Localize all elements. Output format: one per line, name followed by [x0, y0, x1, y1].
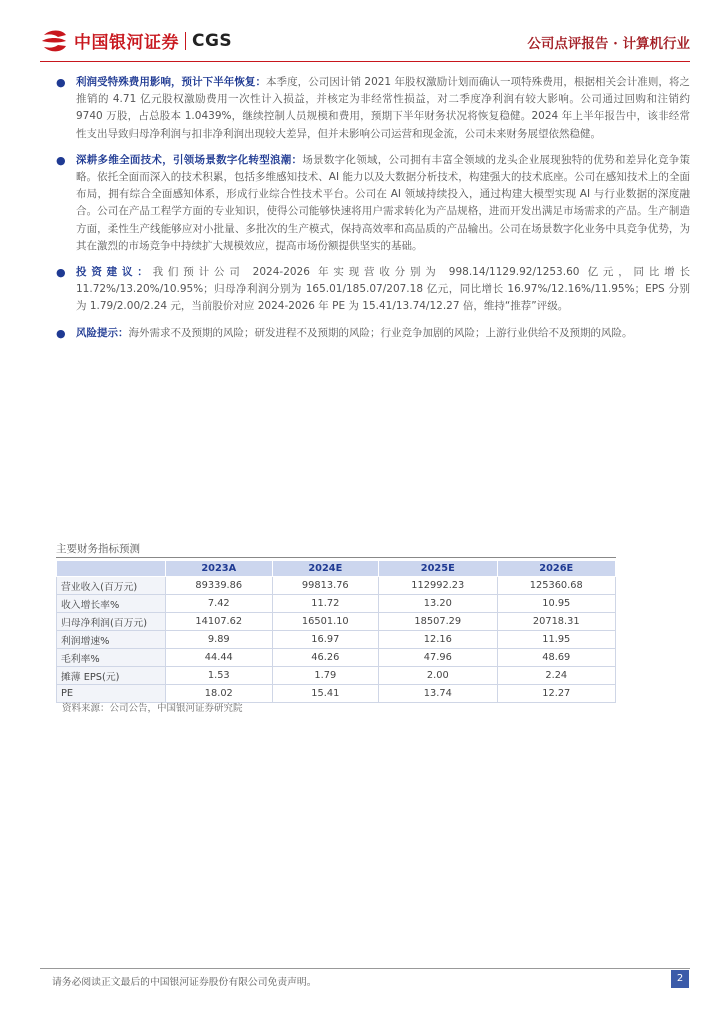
- table-header-cell: 2023A: [166, 561, 273, 577]
- bullet-investment: [56, 264, 690, 316]
- report-header: [40, 28, 690, 56]
- bullet-technology: [56, 152, 690, 255]
- table-cell: 99813.76: [272, 577, 379, 595]
- row-label: 营业收入(百万元): [57, 577, 166, 595]
- page-number: 2: [671, 970, 689, 988]
- logo-text-cn: 中国银河证券: [74, 33, 179, 53]
- financial-forecast-table: [56, 560, 616, 703]
- table-header-cell: 2026E: [497, 561, 615, 577]
- bullet-text: 本季度，公司因计销 2021 年股权激励计划而确认一项特殊费用，根据相关会计准则，将之推销的 4.71 亿元股权激励费用一次性计入损益，并核定为非经常性损益，对二季度净利润有较大影响。公司通过回购和注销约 9740 万股，占总股本 1.0439%，继续控制人员规模和费用，预期下半年财务状况将恢复稳健。2024 年上半年报告中，该非经常性支出导致归母净利润与扣非净利润出现较大差异，但并未影响公司运营和现金流，公司未来财务展望依然稳健。: [76, 76, 690, 140]
- table-header-row: [57, 561, 616, 577]
- bullet-title: 投资建议：: [76, 266, 153, 279]
- table-row: [57, 595, 616, 613]
- footer-divider: [40, 968, 690, 969]
- table-header-cell: 2025E: [379, 561, 497, 577]
- table-cell: 15.41: [272, 685, 379, 703]
- report-type-label: 公司点评报告 · 计算机行业: [527, 36, 690, 52]
- bullet-profit: [56, 74, 690, 143]
- bullet-text: 我们预计公司 2024-2026 年实现营收分别为 998.14/1129.92/1253.60 亿元，同比增长 11.72%/13.20%/10.95%；归母净利润分别为 165.01/185.07/207.18 亿元，同比增长 16.97%/12.16%/11.95%；EPS 分别为 1.79/2.00/2.24 元，当前股价对应 2024-2026 年 PE 为 15.41/13.74/12.27 倍，维持“推荐”评级。: [76, 266, 691, 313]
- table-cell: 46.26: [272, 649, 379, 667]
- table-cell: 47.96: [379, 649, 497, 667]
- bullet-risk: [56, 325, 690, 342]
- row-label: 归母净利润(百万元): [57, 613, 166, 631]
- table-header-cell: [57, 561, 166, 577]
- table-title: 主要财务指标预测: [56, 543, 140, 555]
- table-cell: 44.44: [166, 649, 273, 667]
- header-divider: [40, 61, 690, 62]
- table-cell: 12.16: [379, 631, 497, 649]
- table-row: [57, 577, 616, 595]
- table-cell: 11.72: [272, 595, 379, 613]
- table-cell: 16501.10: [272, 613, 379, 631]
- cgs-logo-icon: [40, 29, 68, 53]
- bullet-title: 风险提示：: [76, 326, 129, 339]
- table-cell: 18.02: [166, 685, 273, 703]
- table-cell: 125360.68: [497, 577, 615, 595]
- table-cell: 16.97: [272, 631, 379, 649]
- table-cell: 89339.86: [166, 577, 273, 595]
- footer-disclaimer: 请务必阅读正文最后的中国银河证券股份有限公司免责声明。: [52, 977, 317, 988]
- table-cell: 20718.31: [497, 613, 615, 631]
- table-row: [57, 667, 616, 685]
- bullet-text: 海外需求不及预期的风险；研发进程不及预期的风险；行业竞争加剧的风险；上游行业供给不及预期的风险。: [128, 326, 633, 339]
- table-row: [57, 631, 616, 649]
- table-row: [57, 649, 616, 667]
- bullet-title: 利润受特殊费用影响，预计下半年恢复：: [76, 76, 266, 88]
- table-cell: 14107.62: [166, 613, 273, 631]
- company-logo: [40, 28, 232, 53]
- table-cell: 18507.29: [379, 613, 497, 631]
- table-cell: 112992.23: [379, 577, 497, 595]
- table-cell: 1.53: [166, 667, 273, 685]
- logo-text-en: CGS: [192, 30, 233, 51]
- bullet-dot-icon: ●: [56, 153, 66, 167]
- row-label: 毛利率%: [57, 649, 166, 667]
- row-label: 收入增长率%: [57, 595, 166, 613]
- table-cell: 13.20: [379, 595, 497, 613]
- logo-divider: [185, 32, 186, 50]
- table-cell: 7.42: [166, 595, 273, 613]
- bullet-dot-icon: ●: [56, 76, 66, 89]
- row-label: PE: [57, 685, 166, 703]
- bullet-dot-icon: ●: [56, 266, 66, 280]
- row-label: 摊薄 EPS(元): [57, 667, 166, 685]
- table-cell: 12.27: [497, 685, 615, 703]
- table-source-note: 资料来源：公司公告，中国银河证券研究院: [62, 703, 243, 714]
- bullet-text: 场景数字化领域，公司拥有丰富全领域的龙头企业展现独特的优势和差异化竞争策略。依托全面而深入的技术积累，包括多维感知技术、AI 能力以及大数据分析技术，构建强大的技术底座。公司在感知技术上的全面布局，拥有综合全面感知体系，形成行业综合性技术平台。公司在 AI 领域持续投入，通过构建大模型实现 AI 与行业数据的深度融合。公司在产品工程学方面的专业知识，使得公司能够快速将用户需求转化为产品规格，进而开发出满足市场需求的产品。生产制造方面，柔性生产线能够应对小批量、多批次的生产模式，保持高效率和高品质的产品输出。公司在场景数字化业务中具竞争优势，为其在激烈的市场竞争中持续扩大规模效应，提高市场份额提供坚实的基础。: [76, 153, 690, 252]
- bullet-dot-icon: ●: [56, 326, 66, 340]
- table-cell: 2.00: [379, 667, 497, 685]
- table-cell: 9.89: [166, 631, 273, 649]
- table-title-divider: [56, 557, 616, 558]
- bullet-title: 深耕多维全面技术，引领场景数字化转型浪潮：: [76, 153, 303, 166]
- analysis-bullets: [56, 74, 690, 351]
- table-cell: 11.95: [497, 631, 615, 649]
- table-cell: 48.69: [497, 649, 615, 667]
- table-cell: 2.24: [497, 667, 615, 685]
- table-cell: 13.74: [379, 685, 497, 703]
- table-header-cell: 2024E: [272, 561, 379, 577]
- table-cell: 1.79: [272, 667, 379, 685]
- row-label: 利润增速%: [57, 631, 166, 649]
- table-cell: 10.95: [497, 595, 615, 613]
- table-row: [57, 613, 616, 631]
